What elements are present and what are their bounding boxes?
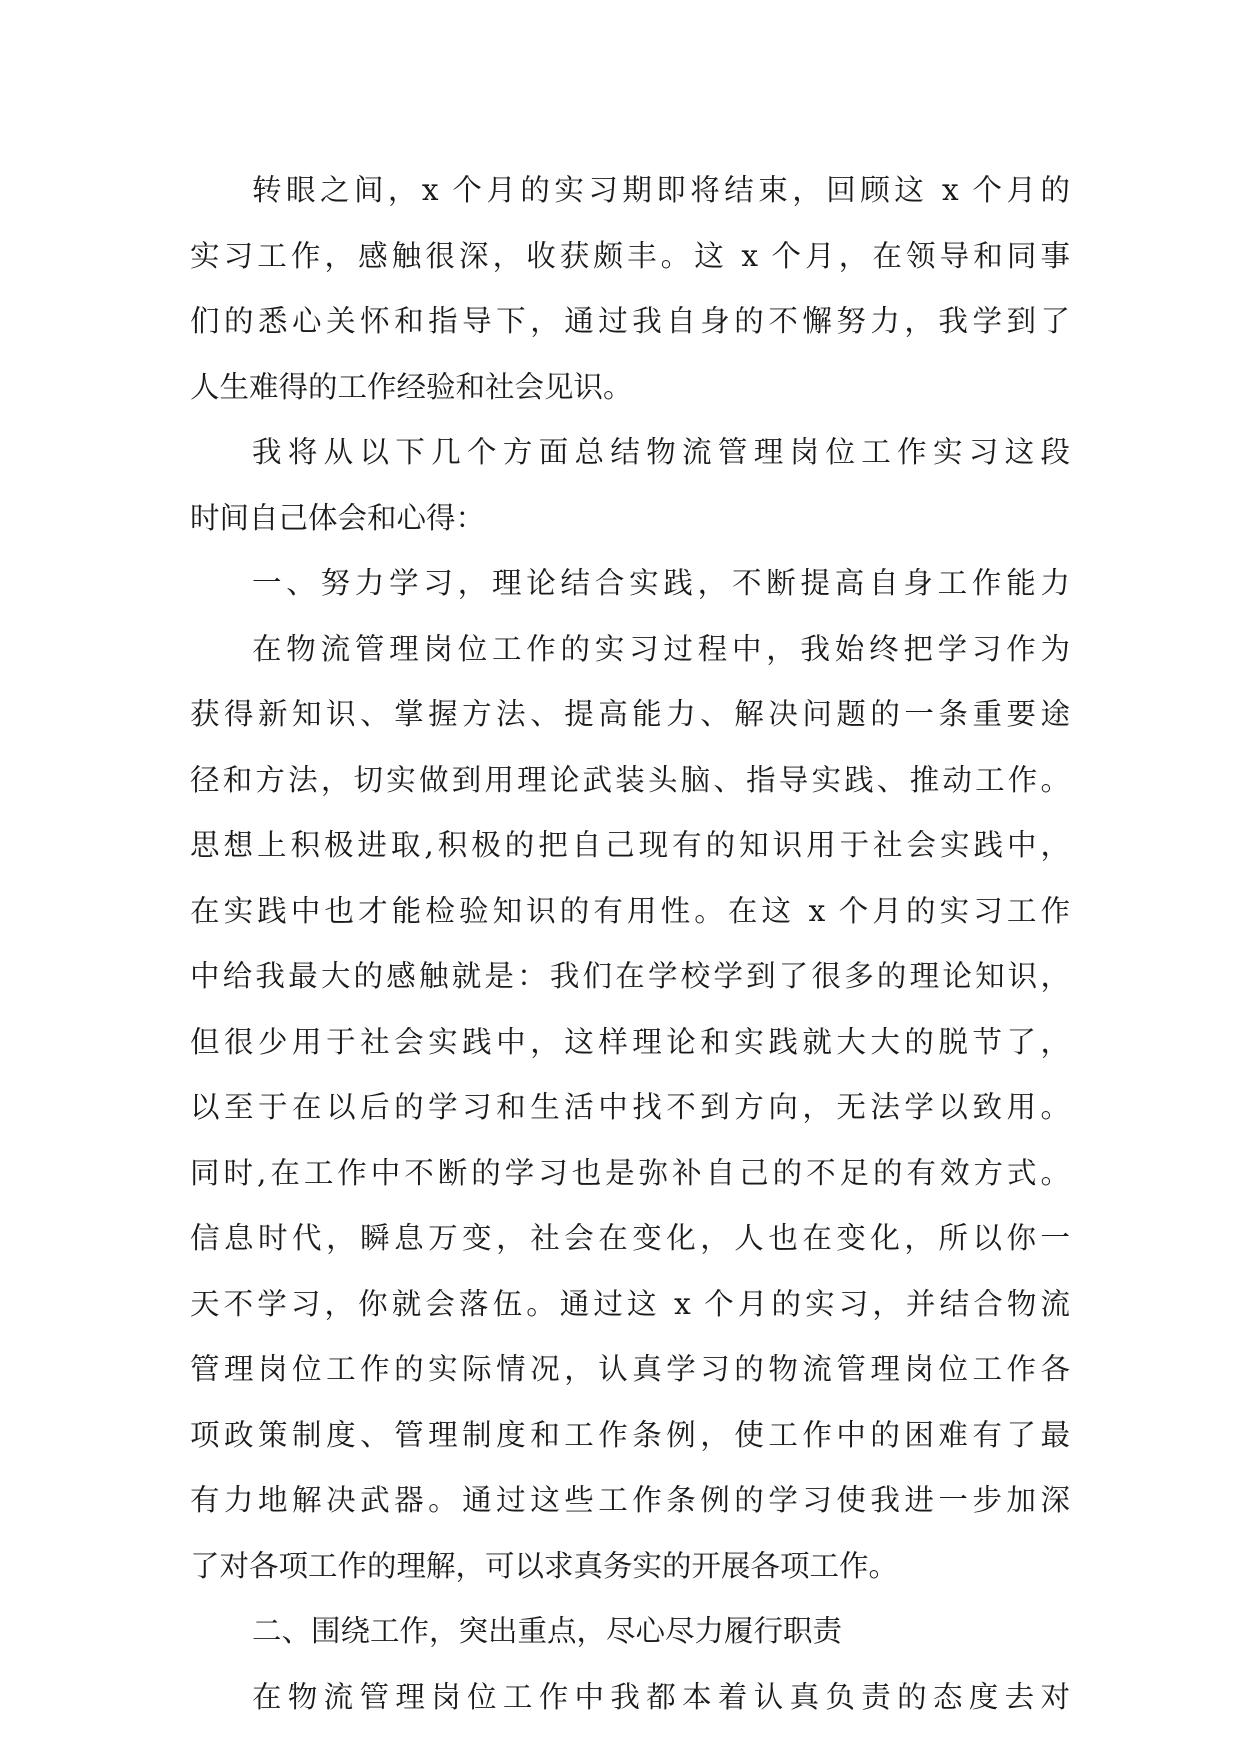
text-line: 在实践中也才能检验知识的有用性。在这 x 个月的实习工作 [190, 893, 1070, 928]
text-line: 实习工作，感触很深，收获颇丰。这 x 个月，在领导和同事 [190, 238, 1070, 273]
text-line: 在物流管理岗位工作的实习过程中，我始终把学习作为 [252, 631, 1070, 666]
text-line: 们的悉心关怀和指导下，通过我自身的不懈努力，我学到了 [190, 304, 1070, 338]
text-line: 时间自己体会和心得： [190, 500, 486, 535]
text-line: 二、围绕工作，突出重点，尽心尽力履行职责 [252, 1614, 843, 1648]
text-line: 以至于在以后的学习和生活中找不到方向，无法学以致用。 [190, 1090, 1070, 1124]
document-body [190, 158, 1070, 1730]
text-line: 转眼之间，x 个月的实习期即将结束，回顾这 x 个月的 [252, 173, 1070, 207]
text-line: 同时,在工作中不断的学习也是弥补自己的不足的有效方式。 [190, 1155, 1070, 1190]
text-line: 有力地解决武器。通过这些工作条例的学习使我进一步加深 [190, 1483, 1070, 1517]
text-line: 项政策制度、管理制度和工作条例，使工作中的困难有了最 [190, 1417, 1070, 1452]
text-line: 思想上积极进取,积极的把自己现有的知识用于社会实践中， [190, 828, 1070, 862]
text-line: 获得新知识、掌握方法、提高能力、解决问题的一条重要途 [190, 697, 1070, 731]
text-line: 了对各项工作的理解，可以求真务实的开展各项工作。 [190, 1548, 899, 1583]
text-line: 但很少用于社会实践中，这样理论和实践就大大的脱节了， [190, 1024, 1070, 1059]
text-line: 中给我最大的感触就是：我们在学校学到了很多的理论知识， [190, 959, 1070, 993]
text-line: 径和方法，切实做到用理论武装头脑、指导实践、推动工作。 [190, 762, 1070, 797]
text-line: 我将从以下几个方面总结物流管理岗位工作实习这段 [252, 435, 1070, 469]
text-line: 管理岗位工作的实际情况，认真学习的物流管理岗位工作各 [190, 1352, 1070, 1386]
text-line: 一、努力学习，理论结合实践，不断提高自身工作能力 [252, 566, 1070, 600]
text-line: 在物流管理岗位工作中我都本着认真负责的态度去对 [252, 1679, 1070, 1714]
text-line: 人生难得的工作经验和社会见识。 [190, 369, 633, 404]
text-line: 天不学习，你就会落伍。通过这 x 个月的实习，并结合物流 [190, 1286, 1070, 1321]
text-line: 信息时代，瞬息万变，社会在变化，人也在变化，所以你一 [190, 1221, 1070, 1255]
